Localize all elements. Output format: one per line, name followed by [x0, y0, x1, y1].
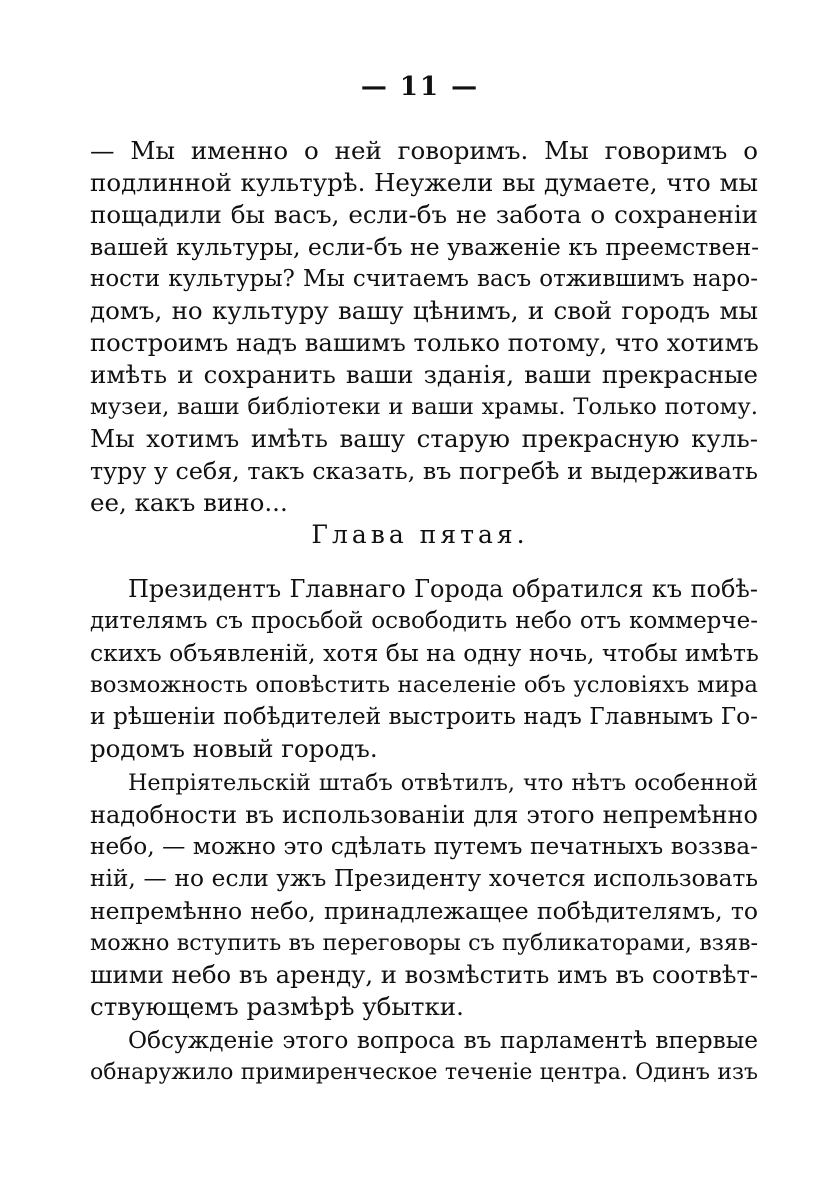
text-line: ности культуры? Мы считаемъ васъ отжившимъ наро-	[90, 266, 758, 292]
text-line: пощадили бы васъ, если-бъ не забота о сохраненіи	[90, 200, 758, 229]
text-line: туру у себя, такъ сказать, въ погребѣ и выдерживать	[90, 457, 758, 485]
text-line: возможность оповѣстить населеніе объ условіяхъ мира	[90, 672, 758, 698]
text-line: непремѣнно небо, принадлежащее побѣдителямъ, то	[90, 897, 758, 925]
text-line: шими небо въ аренду, и возмѣстить имъ въ соотвѣт-	[90, 960, 759, 989]
chapter-heading: Глава пятая.	[311, 520, 529, 549]
text-line: Мы хотимъ имѣть вашу старую прекрасную куль-	[90, 424, 758, 453]
text-line: вашей культуры, если-бъ не уваженіе къ преемствен-	[90, 233, 760, 261]
text-line: — Мы именно о ней говоримъ. Мы говоримъ о	[90, 136, 758, 165]
text-line: Обсужденіе этого вопроса въ парламентѣ впервые	[128, 1027, 758, 1054]
text-line: родомъ новый городъ.	[90, 734, 378, 763]
page-number: — 11 —	[360, 72, 480, 102]
text-line: ствующемъ размѣрѣ убытки.	[90, 992, 464, 1021]
text-line: небо, — можно это сдѣлать путемъ печатныхъ воззва-	[90, 833, 758, 860]
text-line: можно вступить въ переговоры съ публикаторами, взяв-	[90, 930, 758, 956]
text-line: ее, какъ вино...	[90, 488, 288, 517]
text-line: построимъ надъ вашимъ только потому, что хотимъ	[90, 328, 759, 357]
text-line: Президентъ Главнаго Города обратился къ побѣ-	[128, 575, 758, 603]
text-line: скихъ объявленій, хотя бы на одну ночь, чтобы имѣть	[90, 639, 759, 667]
text-line: надобности въ использованіи для этого непремѣнно	[90, 801, 758, 829]
text-line: дителямъ съ просьбой освободить небо отъ коммерче-	[90, 608, 758, 634]
text-line: Непріятельскій штабъ отвѣтилъ, что нѣтъ особенной	[128, 770, 758, 796]
text-line: домъ, но культуру вашу цѣнимъ, и свой городъ мы	[90, 296, 758, 325]
text-line: музеи, ваши библіотеки и ваши храмы. Только потому.	[90, 394, 758, 420]
text-line: ній, — но если ужъ Президенту хочется использовать	[90, 865, 758, 892]
text-line: и рѣшеніи побѣдителей выстроить надъ Главнымъ Го-	[90, 703, 758, 730]
text-line: имѣть и сохранить ваши зданія, ваши прекрасные	[90, 360, 758, 389]
text-line: подлинной культурѣ. Неужели вы думаете, что мы	[90, 168, 758, 197]
text-line: обнаружило примиренческое теченіе центра. Одинъ изъ	[90, 1060, 758, 1085]
